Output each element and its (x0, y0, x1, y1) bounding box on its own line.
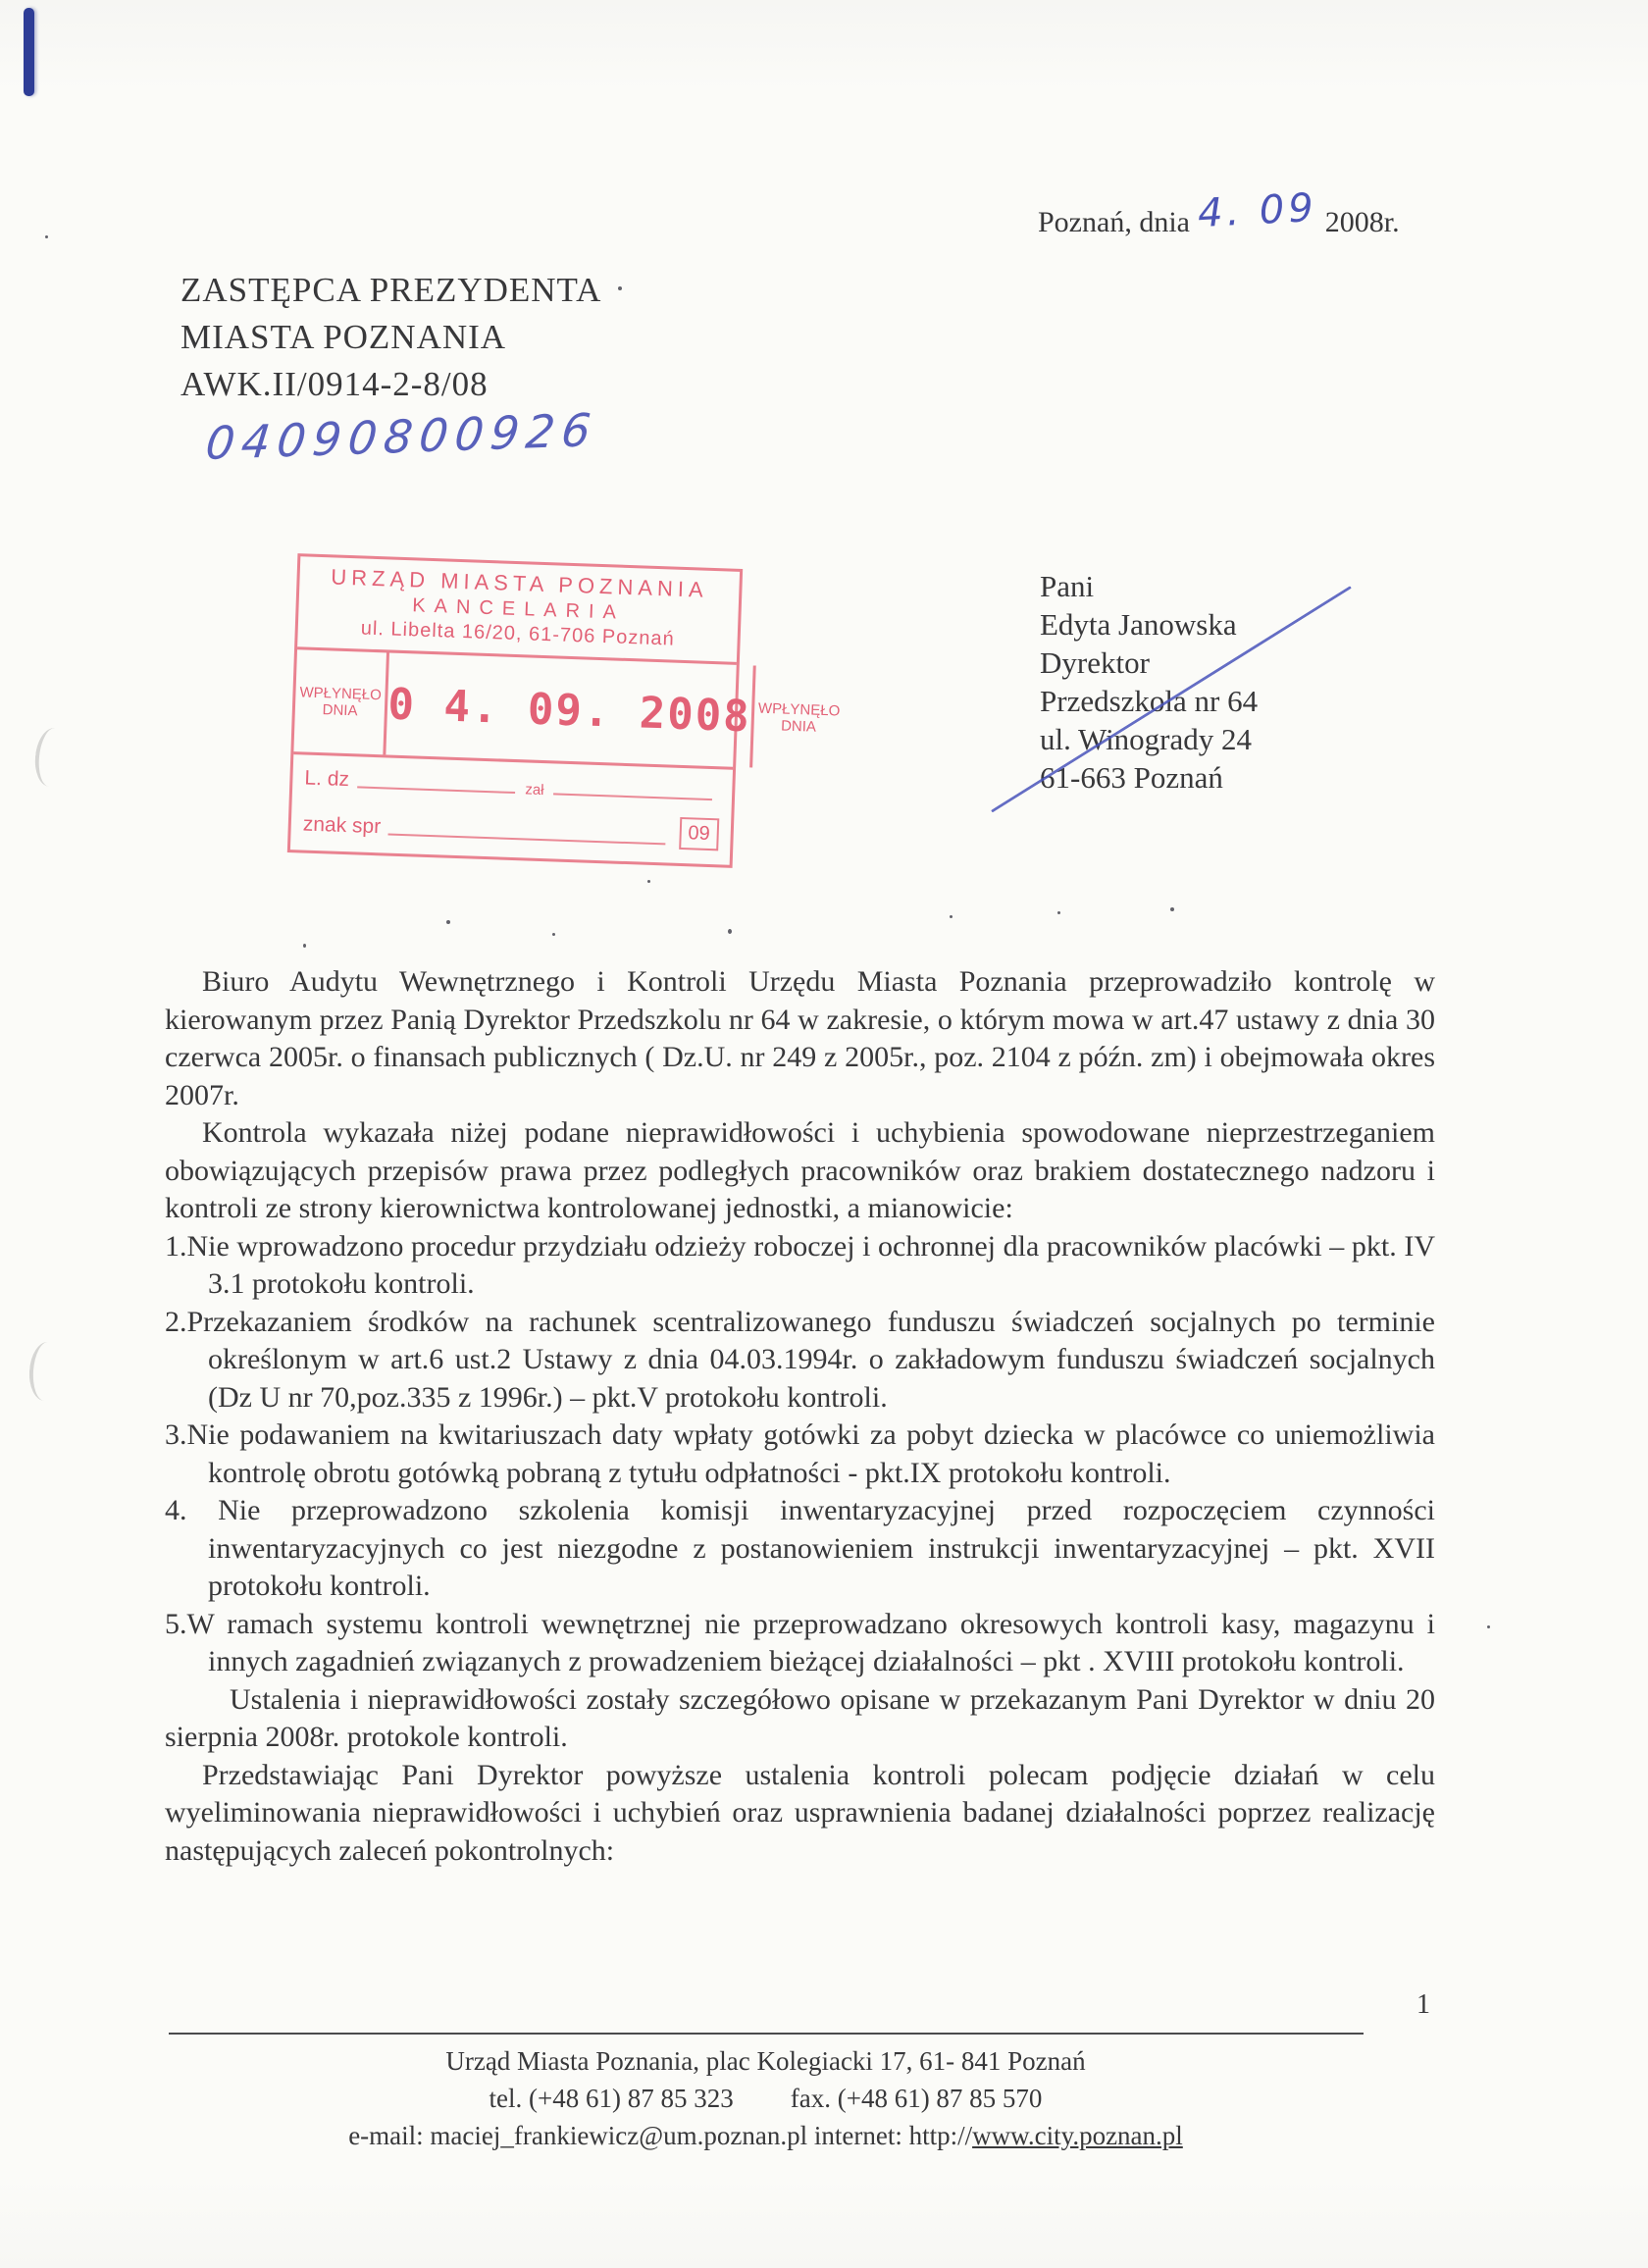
date-city-label: Poznań, dnia (1038, 206, 1190, 238)
stamp-received-label-left: WPŁYNĘŁO DNIA (293, 649, 389, 754)
scan-speck (728, 929, 732, 934)
stamp-department: KANCELARIA (411, 594, 626, 624)
footer-website-url: www.city.poznan.pl (972, 2121, 1183, 2150)
stamp-office-name: URZĄD MIASTA POZNANIA (330, 564, 709, 602)
body-paragraph-1: Biuro Audytu Wewnętrznego i Kontroli Urzędu Miasta Poznania przeprowadziło kontrolę w kierowanym przez Panią Dyrektor Przedszkolu nr 64 w zakresie, o którym mowa w art.47 ustawy z dnia 30 czerwca 2005r. o finansach publicznych ( Dz.U. nr 249 z 2005r., poz. 2104 z późn. zm) i obejmowała okres 2007r. (165, 965, 1435, 1111)
sender-reference-number: AWK.II/0914-2-8/08 (180, 365, 489, 403)
date-year: 2008r. (1324, 206, 1400, 238)
recipient-street: ul. Winogrady 24 (1040, 722, 1253, 756)
footer-phone-line (165, 2080, 1366, 2117)
sender-title-line2: MIASTA POZNANIA (180, 318, 507, 356)
body-paragraph-2: Kontrola wykazała niżej podane nieprawidłowości i uchybienia spowodowane nieprzestrzeganiem obowiązujących przepisów prawa przez podległych pracowników oraz brakiem dostatecznego nadzoru i kontroli ze strony kierownictwa kontrolowanej jednostki, a mianowicie: (165, 1116, 1435, 1224)
scan-speck (950, 915, 953, 918)
stamp-zal-label: zał (525, 781, 544, 799)
scan-speck (1487, 1625, 1490, 1628)
body-paragraph-3: Ustalenia i nieprawidłowości zostały szczegółowo opisane w przekazanym Pani Dyrektor w dniu 20 sierpnia 2008r. protokole kontroli. (165, 1682, 1435, 1753)
finding-item-5: 5.W ramach systemu kontroli wewnętrznej nie przeprowadzano okresowych kontroli kasy, magazynu i innych zagadnień związanych z prowadzeniem bieżącej działalności – pkt . XVIII protokołu kontroli. (165, 1607, 1435, 1677)
page-number: 1 (1416, 1989, 1430, 2020)
handwritten-day: 4. 09 (1196, 184, 1318, 237)
scan-speck (552, 933, 555, 936)
scan-speck (647, 880, 650, 883)
handwritten-registry-number: 04090800926 (203, 402, 600, 471)
scan-speck (303, 944, 306, 948)
finding-item-3: 3.Nie podawaniem na kwitariuszach daty wpłaty gotówki za pobyt dziecka w placówce co uniemożliwia kontrolę obrotu gotówką pobraną z tytułu odpłatności - pkt.IX protokołu kontroli. (165, 1418, 1435, 1489)
scan-artifact-bar (24, 8, 34, 96)
paper-curl-mark (32, 726, 72, 788)
footer-email-internet: e-mail: maciej_frankiewicz@um.poznan.pl internet: http:// (348, 2121, 973, 2150)
stamp-date-row (293, 649, 841, 770)
finding-item-2: 2.Przekazaniem środków na rachunek scentralizowanego funduszu świadczeń socjalnych po terminie określonym w art.6 ust.2 Ustawy z dnia 04.03.1994r. o zakładowym funduszu świadczeń socjalnych (Dz U nr 70,poz.335 z 1996r.) – pkt.V protokołu kontroli. (165, 1305, 1435, 1414)
recipient-role: Dyrektor (1040, 645, 1150, 680)
stamp-header (297, 556, 740, 665)
stamp-number-box: 09 (679, 817, 719, 850)
finding-item-4: 4. Nie przeprowadzono szkolenia komisji inwentaryzacyjnej przed rozpoczęciem czynności inwentaryzacyjnych co jest niezgodne z postanowieniem instrukcji inwentaryzacyjnej – pkt. XVII protokołu kontroli. (165, 1494, 1435, 1602)
scan-speck (1057, 911, 1060, 914)
scan-speck (618, 286, 622, 290)
scan-speck (1170, 907, 1174, 911)
date-line (1038, 184, 1400, 241)
footer-fax: fax. (+48 61) 87 85 570 (790, 2084, 1043, 2113)
recipient-city: 61-663 Poznań (1040, 760, 1223, 795)
stamp-received-label-right: WPŁYNĘŁO DNIA (749, 665, 846, 770)
sender-block (180, 267, 601, 408)
paper-curl-mark (27, 1341, 65, 1402)
recipient-institution: Przedszkola nr 64 (1040, 684, 1259, 718)
scan-speck (45, 235, 48, 238)
stamp-blank-line (388, 833, 665, 846)
footer (165, 2042, 1366, 2154)
scan-speck (446, 920, 450, 924)
stamp-blank-line (553, 792, 712, 800)
sender-title-line1: ZASTĘPCA PREZYDENTA (180, 271, 602, 309)
footer-address: Urząd Miasta Poznania, plac Kolegiacki 17, 61- 841 Poznań (445, 2046, 1086, 2076)
recipient-salutation: Pani (1040, 569, 1095, 603)
body-paragraph-4: Przedstawiając Pani Dyrektor powyższe ustalenia kontroli polecam podjęcie działań w celu wyeliminowania nieprawidłowości i uchybień oraz usprawnienia badanej działalności poprzez realizację następujących zaleceń pokontrolnych: (165, 1758, 1435, 1867)
footer-email-line (165, 2117, 1366, 2154)
stamp-blank-line (357, 785, 516, 794)
stamp-received-date: 0 4. 09. 2008 (386, 678, 752, 742)
stamp-znak-label: znak spr (302, 812, 382, 839)
footer-rule (169, 2033, 1364, 2035)
letter-body (165, 963, 1435, 1870)
stamp-ldz-label: L. dz (304, 766, 350, 792)
office-stamp (287, 553, 841, 868)
stamp-footer (290, 754, 733, 865)
stamp-address: ul. Libelta 16/20, 61-706 Poznań (360, 617, 676, 650)
recipient-name: Edyta Janowska (1040, 607, 1237, 642)
finding-item-1: 1.Nie wprowadzono procedur przydziału odzieży roboczej i ochronnej dla pracowników placówki – pkt. IV 3.1 protokołu kontroli. (165, 1229, 1435, 1300)
footer-tel: tel. (+48 61) 87 85 323 (489, 2084, 734, 2113)
